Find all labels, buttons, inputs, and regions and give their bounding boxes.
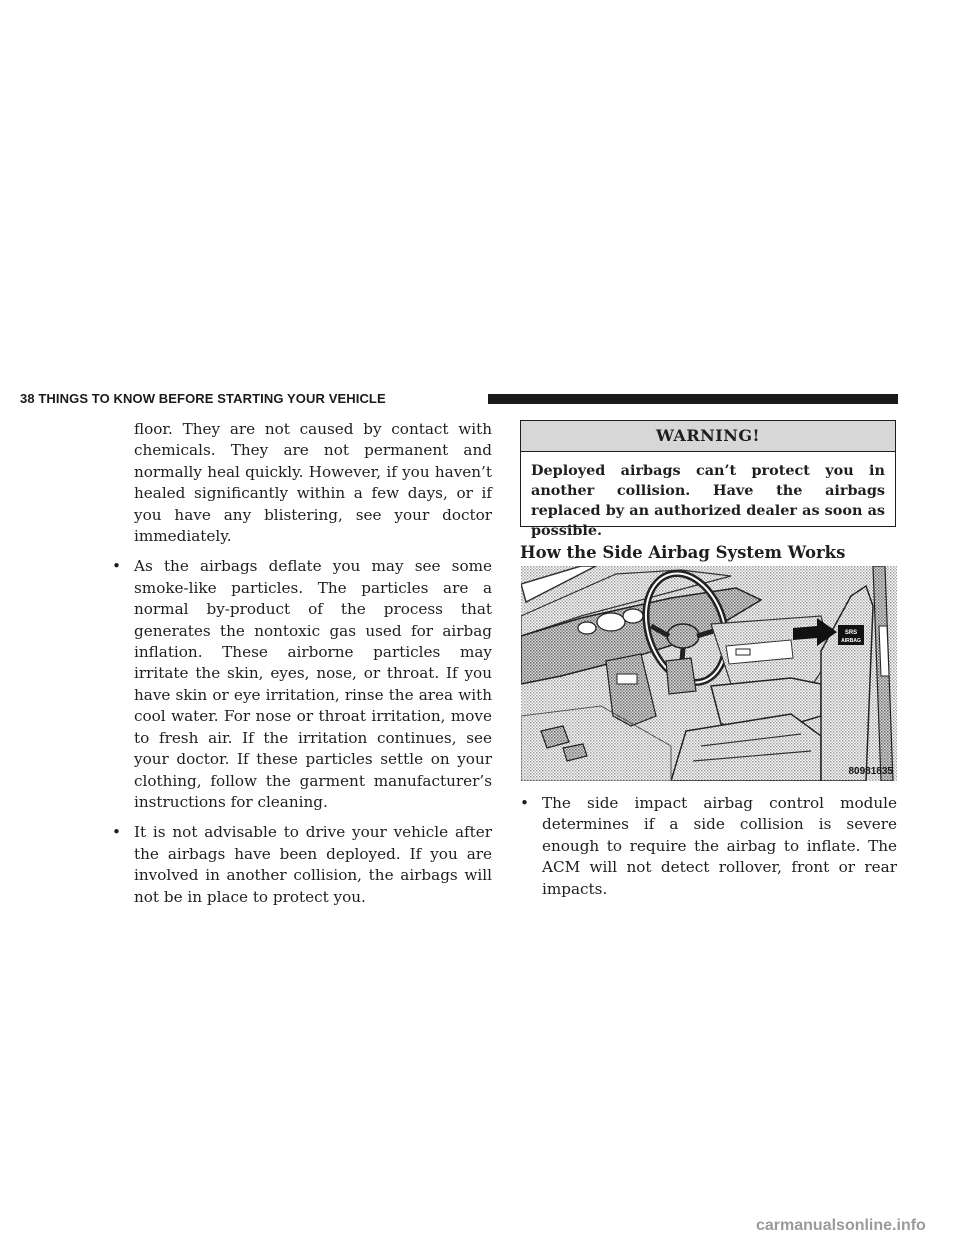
bullet-symbol: • — [520, 794, 529, 812]
page-header — [20, 390, 898, 410]
car-interior-illustration — [521, 566, 897, 781]
header-rule — [488, 394, 898, 404]
warning-body: Deployed airbags can’t protect you in another collision. Have the airbags replaced by an authorized dealer as soon as possible. — [531, 462, 885, 539]
figure-code: 80981835 — [848, 766, 893, 777]
page-header-title: 38 THINGS TO KNOW BEFORE STARTING YOUR VEHICLE — [20, 391, 386, 406]
list-item-text: It is not advisable to drive your vehicle after the airbags have been deployed. If you are involved in another collision, the airbags will not be in place to protect you. — [134, 823, 492, 906]
list-item-text: As the airbags deflate you may see some smoke-like particles. The particles are a normal by-product of the process that generates the nontoxic gas used for airbag inflation. These airborne particles may irritate the skin, eyes, nose, or throat. If you have skin or eye irritation, rinse the area with cool water. For nose or throat irritation, move to fresh air. If the irritation continues, see your doctor. If these particles settle on your clothing, follow the garment manufacturer’s instructions for cleaning. — [134, 557, 492, 811]
section-heading: How the Side Airbag System Works — [520, 543, 846, 562]
bullet-symbol: • — [112, 823, 121, 842]
bullet-symbol: • — [112, 557, 121, 576]
list-item — [112, 556, 492, 813]
list-item — [112, 822, 492, 908]
list-item — [520, 793, 897, 900]
warning-title: WARNING! — [521, 421, 895, 452]
continued-paragraph: floor. They are not caused by contact with chemicals. They are not permanent and normally heal quickly. However, if you haven’t healed significantly within a few days, or if you have any blistering, see your doctor immediately. — [134, 420, 492, 546]
right-column — [520, 793, 897, 900]
srs-label-text: SRS — [844, 630, 858, 636]
airbag-label-text: AIRBAG — [841, 638, 861, 644]
side-airbag-figure — [521, 566, 897, 781]
left-column — [112, 419, 492, 908]
list-item-text: The side impact airbag control module determines if a side collision is severe enough to require the airbag to inflate. The ACM will not detect rollover, front or rear impacts. — [542, 794, 897, 898]
watermark: carmanualsonline.info — [756, 1217, 926, 1234]
warning-box — [520, 420, 896, 539]
